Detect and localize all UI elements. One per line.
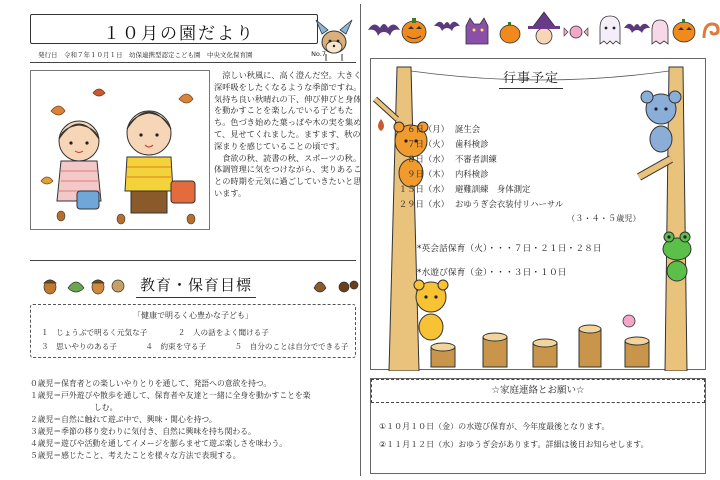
education-heading [40, 272, 360, 298]
rehearsal-note: （３・４・５歳児） [567, 213, 641, 223]
autumn-kids-illustration [30, 70, 210, 230]
events-panel [370, 58, 706, 370]
kids-picking-acorns-icon [31, 71, 211, 231]
essay-text [214, 70, 362, 200]
event-row [389, 138, 489, 150]
age-goal-0: ０歳児＝保育者との楽しいやりとりを通して、発語への意欲を持つ。 [30, 379, 272, 388]
goals-box [30, 304, 356, 358]
event-row [389, 123, 480, 135]
essay-paragraph-1: 涼しい秋風に、高く澄んだ空。大きく深呼吸をしたくなるような季節ですね。 [214, 70, 362, 92]
bat-icon [434, 22, 460, 31]
event-row [389, 168, 489, 180]
family-notice-item-2: ②１１月１２日（水）おゆうぎ会があります。詳細は後日お知らせします。 [379, 440, 649, 449]
goal-5: ５ 自分のことは自分でできる子 [234, 342, 349, 351]
event-name: 不審者訓練 [455, 154, 497, 164]
goal-3: ３ 思いやりのある子 [41, 342, 117, 351]
events-title: 行事予定 [503, 67, 559, 86]
left-page [16, 8, 362, 472]
age-goals-list [30, 378, 360, 462]
education-motto: 「健康で明るく心豊かな子ども」 [133, 311, 253, 320]
pumpkin-icon [500, 22, 520, 43]
family-notice-panel [370, 378, 706, 474]
event-date: ７日（火） [407, 139, 449, 149]
pumpkin-icon [673, 19, 695, 42]
event-date: ９日（木） [407, 169, 449, 179]
chestnut-row-icon [310, 274, 362, 296]
swimming-schedule: *水遊び保育（金）・・・３日・１０日 [417, 268, 567, 278]
essay-paragraph-3: 食欲の秋、読書の秋、スポーツの秋。体調管理に気をつけながら、実りあることの時期を元気に過ごしていきたいと思います。 [214, 152, 362, 198]
age-goal-2: ２歳児＝自然に触れて遊ぶ中で、興味・関心を持つ。 [30, 415, 217, 424]
event-name: 内科検診 [455, 169, 489, 179]
event-name: 歯科検診 [455, 139, 489, 149]
age-goal-1-cont: しむ。 [94, 403, 118, 412]
age-goal-1: １歳児＝戸外遊びや散歩を通して、保育者や友達と一緒に全身を動かすことを楽 [30, 391, 311, 400]
family-notice-item-1: ①１０月１０日（金）の水遊び保育が、今年度最後となります。 [379, 422, 610, 431]
ghost-icon [652, 20, 668, 44]
goal-row-1 [41, 327, 269, 338]
goal-4: ４ 約束を守る子 [145, 342, 207, 351]
event-name: 避難訓練 身体測定 [455, 184, 531, 194]
issue-line [38, 50, 356, 59]
right-page [362, 0, 720, 480]
bat-icon [368, 24, 400, 36]
event-date: １５日（水） [398, 184, 449, 194]
event-date: ６日（月） [407, 124, 449, 134]
header-rule [30, 62, 356, 63]
issue-date: 発行日 令和７年１０月１日 幼保連携型認定こども園 中央文化保育園 [38, 51, 253, 59]
page-divider [360, 4, 361, 476]
candy-icon [564, 26, 588, 38]
family-notice-title: ☆家庭連絡とお願い☆ [371, 379, 705, 403]
bat-icon [624, 24, 650, 33]
goal-1: １ じょうぶで明るく元気な子 [41, 328, 148, 337]
cat-icon [466, 18, 488, 44]
pumpkin-icon [402, 18, 426, 43]
acorn-row-icon [40, 274, 130, 296]
english-schedule: *英会話保育（火）・・・７日・２１日・２８日 [417, 244, 602, 254]
education-title: 教育・保育目標 [140, 276, 253, 294]
section-rule [30, 260, 356, 261]
newsletter-title: １０月の園だより [103, 24, 255, 44]
candy-icon [704, 24, 718, 38]
event-row [389, 183, 530, 195]
age-goal-3: ３歳児＝季節の移り変わりに気付き、自然に興味を持ち関わる。 [30, 427, 256, 436]
event-name: おゆうぎ会衣装付リハーサル [455, 199, 564, 209]
issue-number: No.7 [311, 50, 326, 58]
title-box [30, 14, 318, 44]
event-name: 誕生会 [455, 124, 481, 134]
witch-icon [528, 12, 560, 44]
event-date: ８日（水） [407, 154, 449, 164]
age-goal-5: ５歳児＝感じたこと、考えたことを様々な方法で表現する。 [30, 451, 241, 460]
goal-row-2 [41, 341, 348, 352]
event-row [389, 198, 563, 210]
event-date: ２９日（水） [398, 199, 449, 209]
essay-paragraph-2: 気持ち良い秋晴れの下、伸び伸びと身体を動かすことを楽しんでいる子どもたち。色づき始めた葉っぱや木の実を集めて、見せてくれました。ますます、秋の深まりを感じていることの頃です。 [214, 93, 362, 151]
event-row [389, 153, 497, 165]
halloween-decoration-icon [362, 10, 720, 50]
ghost-icon [600, 16, 620, 44]
forest-animals-illustration-icon [371, 59, 707, 371]
goal-2: ２ 人の話をよく聞ける子 [177, 328, 269, 337]
age-goal-4: ４歳児＝遊びや活動を通してイメージを膨らませて遊ぶ楽しさを味わう。 [30, 439, 288, 448]
